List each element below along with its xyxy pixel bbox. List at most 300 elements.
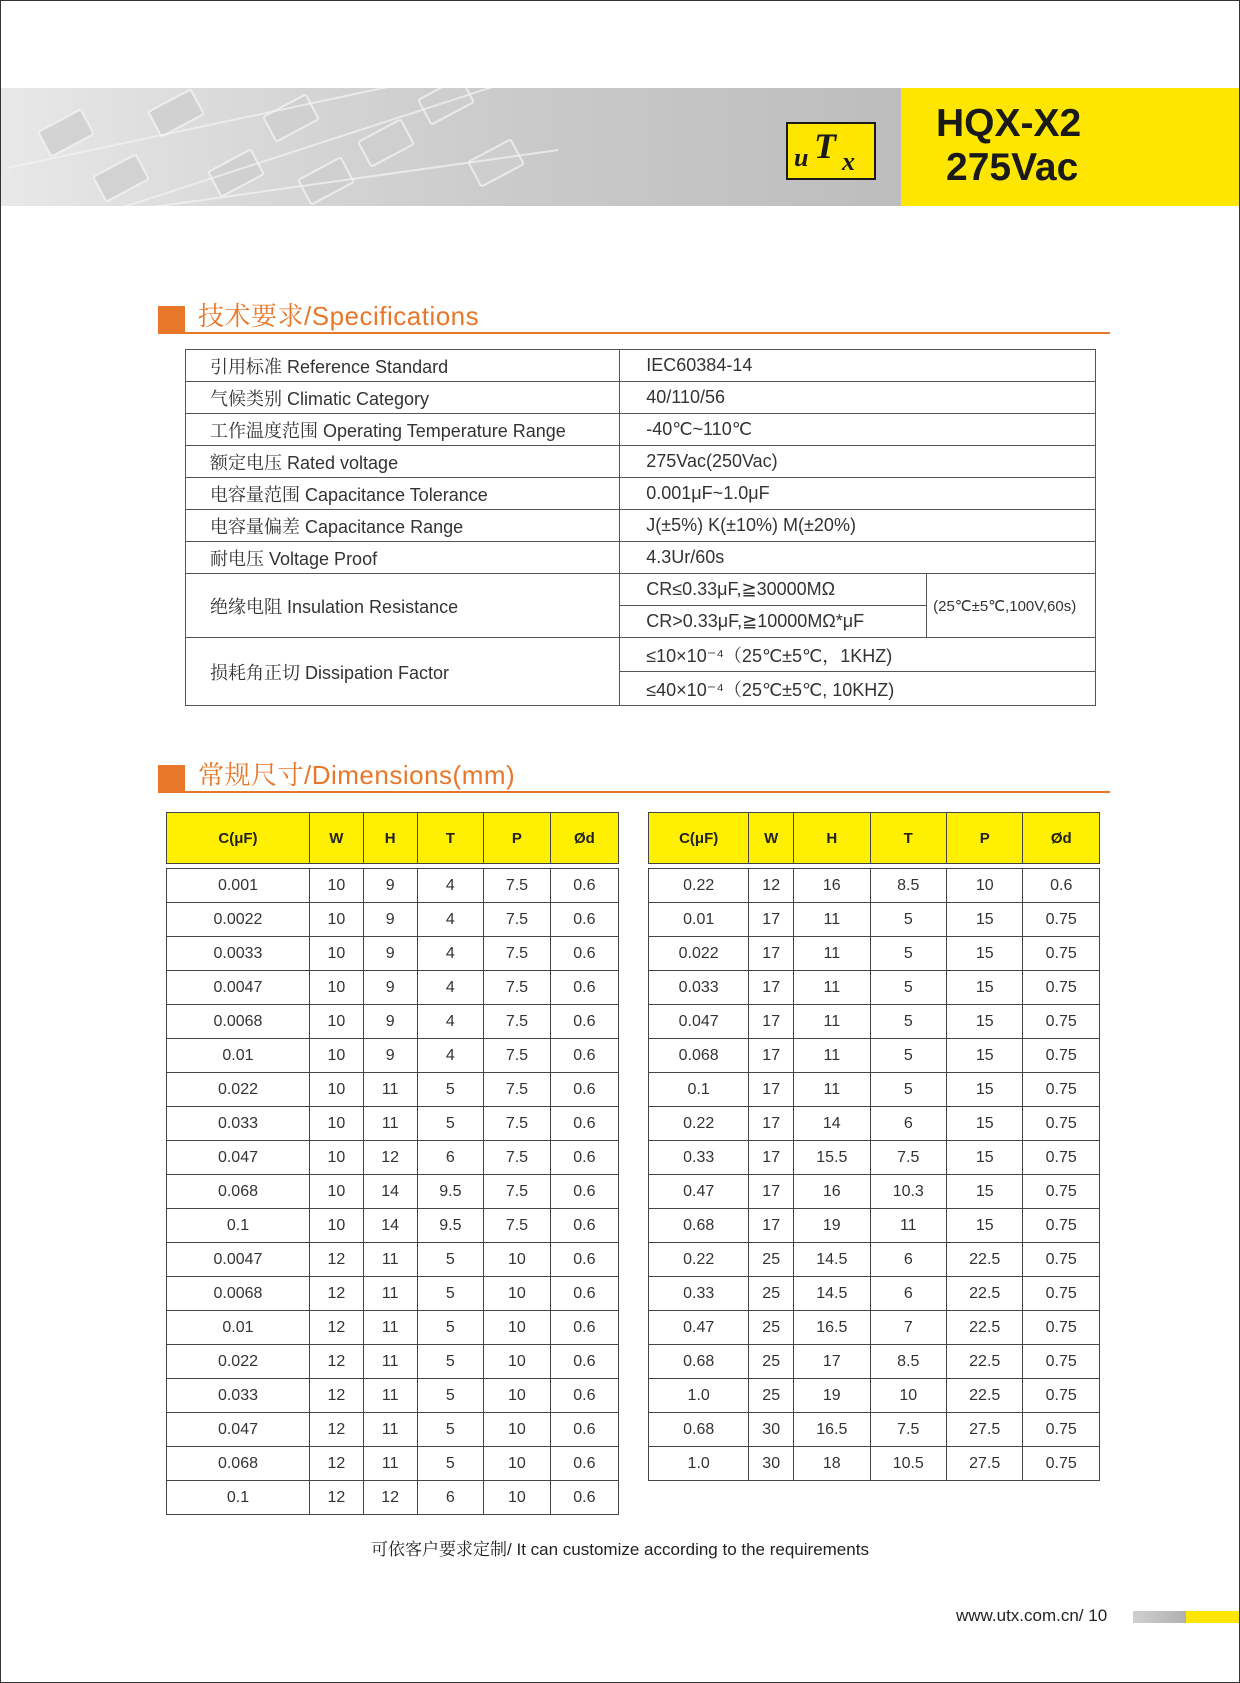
dim-cell: 5 xyxy=(417,1277,484,1311)
dim-cell: 0.75 xyxy=(1023,1107,1100,1141)
dim-cell: 0.6 xyxy=(550,903,618,937)
dim-cell: 9 xyxy=(363,869,417,903)
dim-cell: 22.5 xyxy=(947,1345,1023,1379)
dim-cell: 0.068 xyxy=(649,1039,749,1073)
dimensions-table-left xyxy=(166,812,619,1515)
spec-value: 275Vac(250Vac) xyxy=(620,446,1096,478)
dim-cell: 0.1 xyxy=(649,1073,749,1107)
dim-cell: 0.75 xyxy=(1023,1311,1100,1345)
spec-row xyxy=(186,414,1096,446)
dim-cell: 0.33 xyxy=(649,1277,749,1311)
dim-cell: 14 xyxy=(363,1209,417,1243)
dim-cell: 25 xyxy=(749,1277,794,1311)
dim-cell: 15 xyxy=(947,1209,1023,1243)
dim-cell: 6 xyxy=(870,1107,946,1141)
dim-cell: 10 xyxy=(309,903,363,937)
dim-cell: 0.6 xyxy=(550,1413,618,1447)
insulation-condition: (25℃±5℃,100V,60s) xyxy=(927,574,1096,638)
dim-cell: 17 xyxy=(749,937,794,971)
dim-cell: 5 xyxy=(417,1379,484,1413)
spec-row xyxy=(186,350,1096,382)
utx-logo xyxy=(786,122,876,180)
dissipation-row xyxy=(186,638,1096,672)
dim-cell: 0.6 xyxy=(550,1005,618,1039)
dissipation-value-2: ≤40×10⁻⁴（25℃±5℃, 10KHZ) xyxy=(620,672,1096,706)
dim-cell: 7.5 xyxy=(484,1039,551,1073)
dim-cell: 11 xyxy=(794,937,870,971)
dim-cell: 15 xyxy=(947,1175,1023,1209)
spec-label: 电容量范围 Capacitance Tolerance xyxy=(186,478,620,510)
dim-row xyxy=(649,1005,1100,1039)
dim-cell: 5 xyxy=(417,1243,484,1277)
dim-cell: 0.6 xyxy=(550,1039,618,1073)
dim-cell: 7.5 xyxy=(484,1107,551,1141)
dim-cell: 4 xyxy=(417,1039,484,1073)
dim-cell: 8.5 xyxy=(870,869,946,903)
dim-cell: 27.5 xyxy=(947,1413,1023,1447)
dim-cell: 19 xyxy=(794,1209,870,1243)
dim-row xyxy=(649,971,1100,1005)
dim-cell: 0.022 xyxy=(167,1345,310,1379)
dim-cell: 17 xyxy=(749,1107,794,1141)
dim-cell: 15 xyxy=(947,1141,1023,1175)
dim-cell: 10 xyxy=(484,1311,551,1345)
dim-cell: 0.6 xyxy=(550,1379,618,1413)
dim-cell: 0.22 xyxy=(649,869,749,903)
dim-row xyxy=(167,1175,619,1209)
insulation-row xyxy=(186,574,1096,606)
dim-cell: 10 xyxy=(870,1379,946,1413)
dim-row xyxy=(167,1073,619,1107)
dim-cell: 5 xyxy=(417,1413,484,1447)
dim-cell: 5 xyxy=(417,1345,484,1379)
dim-row xyxy=(649,1379,1100,1413)
dim-cell: 15 xyxy=(947,937,1023,971)
dim-cell: 10 xyxy=(484,1481,551,1515)
dim-cell: 5 xyxy=(417,1447,484,1481)
dim-row xyxy=(649,869,1100,903)
dim-cell: 11 xyxy=(794,1073,870,1107)
dim-cell: 7 xyxy=(870,1311,946,1345)
dim-cell: 10 xyxy=(309,1073,363,1107)
dim-cell: 0.0047 xyxy=(167,971,310,1005)
model-title xyxy=(936,102,1081,190)
dim-cell: 10 xyxy=(484,1243,551,1277)
dim-cell: 0.047 xyxy=(167,1413,310,1447)
page-number: www.utx.com.cn/ 10 xyxy=(956,1606,1108,1625)
spec-row xyxy=(186,382,1096,414)
spec-label: 工作温度范围 Operating Temperature Range xyxy=(186,414,620,446)
dim-row xyxy=(649,1073,1100,1107)
dim-cell: 0.0033 xyxy=(167,937,310,971)
dim-header-cell: C(μF) xyxy=(167,813,310,864)
dim-cell: 22.5 xyxy=(947,1243,1023,1277)
dim-cell: 0.75 xyxy=(1023,971,1100,1005)
dim-cell: 0.75 xyxy=(1023,1073,1100,1107)
dim-header-cell: C(μF) xyxy=(649,813,749,864)
dim-cell: 12 xyxy=(309,1345,363,1379)
spec-value: J(±5%) K(±10%) M(±20%) xyxy=(620,510,1096,542)
dim-cell: 5 xyxy=(417,1073,484,1107)
dim-row xyxy=(167,1379,619,1413)
dim-cell: 16 xyxy=(794,1175,870,1209)
dim-cell: 0.75 xyxy=(1023,937,1100,971)
dim-cell: 0.75 xyxy=(1023,1243,1100,1277)
dim-row xyxy=(167,1243,619,1277)
specifications-table xyxy=(185,349,1096,706)
dim-cell: 7.5 xyxy=(484,1073,551,1107)
dim-cell: 9 xyxy=(363,1005,417,1039)
dim-cell: 0.1 xyxy=(167,1481,310,1515)
dim-cell: 12 xyxy=(749,869,794,903)
dim-cell: 0.6 xyxy=(550,1175,618,1209)
dim-cell: 15 xyxy=(947,1107,1023,1141)
dim-cell: 10 xyxy=(309,1209,363,1243)
dim-cell: 22.5 xyxy=(947,1311,1023,1345)
dim-cell: 4 xyxy=(417,937,484,971)
dim-cell: 16 xyxy=(794,869,870,903)
spec-value: IEC60384-14 xyxy=(620,350,1096,382)
dim-cell: 30 xyxy=(749,1413,794,1447)
specifications-title: 技术要求/Specifications xyxy=(198,301,480,331)
dim-cell: 0.47 xyxy=(649,1175,749,1209)
dim-cell: 0.0068 xyxy=(167,1005,310,1039)
dim-header-cell: P xyxy=(947,813,1023,864)
dim-row xyxy=(167,1107,619,1141)
dim-cell: 0.6 xyxy=(550,1073,618,1107)
dim-row xyxy=(649,1175,1100,1209)
dim-row xyxy=(167,1141,619,1175)
dim-header-row xyxy=(649,813,1100,864)
dim-cell: 5 xyxy=(417,1311,484,1345)
dim-row xyxy=(167,1481,619,1515)
dim-cell: 0.0022 xyxy=(167,903,310,937)
dim-cell: 0.0047 xyxy=(167,1243,310,1277)
dim-cell: 17 xyxy=(749,1005,794,1039)
dim-cell: 7.5 xyxy=(484,1209,551,1243)
dim-cell: 0.75 xyxy=(1023,1447,1100,1481)
spec-label: 气候类别 Climatic Category xyxy=(186,382,620,414)
dim-row xyxy=(649,1311,1100,1345)
dim-cell: 0.6 xyxy=(550,1447,618,1481)
dim-cell: 6 xyxy=(870,1277,946,1311)
spec-label: 耐电压 Voltage Proof xyxy=(186,542,620,574)
dim-row xyxy=(167,1039,619,1073)
dim-cell: 9 xyxy=(363,1039,417,1073)
dim-cell: 10 xyxy=(309,1107,363,1141)
dim-cell: 11 xyxy=(363,1447,417,1481)
dim-cell: 18 xyxy=(794,1447,870,1481)
spec-value: 40/110/56 xyxy=(620,382,1096,414)
dim-cell: 10 xyxy=(309,1175,363,1209)
page-bar xyxy=(1133,1611,1239,1623)
dim-cell: 0.6 xyxy=(550,1243,618,1277)
dimensions-table-right xyxy=(648,812,1100,1481)
dim-cell: 17 xyxy=(749,1141,794,1175)
dim-cell: 0.047 xyxy=(649,1005,749,1039)
dim-cell: 10 xyxy=(309,1005,363,1039)
dim-cell: 11 xyxy=(794,903,870,937)
dim-cell: 17 xyxy=(749,903,794,937)
dim-cell: 0.033 xyxy=(167,1107,310,1141)
dim-cell: 6 xyxy=(417,1481,484,1515)
dim-cell: 12 xyxy=(309,1379,363,1413)
dim-cell: 7.5 xyxy=(484,1005,551,1039)
dimensions-heading xyxy=(158,755,1110,793)
dim-cell: 12 xyxy=(309,1277,363,1311)
dim-cell: 7.5 xyxy=(870,1141,946,1175)
dim-cell: 0.01 xyxy=(167,1039,310,1073)
dim-cell: 9 xyxy=(363,971,417,1005)
dim-cell: 0.6 xyxy=(550,1311,618,1345)
dim-cell: 10 xyxy=(484,1379,551,1413)
dim-cell: 0.75 xyxy=(1023,1413,1100,1447)
dim-cell: 5 xyxy=(870,1005,946,1039)
dim-cell: 15 xyxy=(947,1005,1023,1039)
dim-cell: 0.47 xyxy=(649,1311,749,1345)
dimensions-title: 常规尺寸/Dimensions(mm) xyxy=(198,760,516,790)
dim-cell: 10 xyxy=(309,937,363,971)
dim-cell: 0.033 xyxy=(649,971,749,1005)
dim-cell: 0.1 xyxy=(167,1209,310,1243)
dim-cell: 15.5 xyxy=(794,1141,870,1175)
header-banner xyxy=(1,88,1239,206)
dim-cell: 0.068 xyxy=(167,1447,310,1481)
dim-row xyxy=(167,937,619,971)
dim-row xyxy=(167,1413,619,1447)
dim-cell: 9 xyxy=(363,903,417,937)
dim-cell: 11 xyxy=(363,1243,417,1277)
dim-cell: 0.68 xyxy=(649,1413,749,1447)
dim-row xyxy=(167,971,619,1005)
dim-cell: 12 xyxy=(309,1481,363,1515)
dim-cell: 5 xyxy=(870,971,946,1005)
dissipation-value-1: ≤10×10⁻⁴（25℃±5℃，1KHZ) xyxy=(620,638,1096,672)
dim-cell: 12 xyxy=(309,1243,363,1277)
dim-cell: 30 xyxy=(749,1447,794,1481)
dim-row xyxy=(649,1039,1100,1073)
dim-cell: 11 xyxy=(363,1277,417,1311)
heading-square-icon xyxy=(158,765,185,792)
dim-cell: 0.75 xyxy=(1023,1277,1100,1311)
dim-cell: 10.5 xyxy=(870,1447,946,1481)
dim-cell: 7.5 xyxy=(484,1141,551,1175)
dim-cell: 0.6 xyxy=(550,1481,618,1515)
spec-label: 电容量偏差 Capacitance Range xyxy=(186,510,620,542)
dim-cell: 10 xyxy=(947,869,1023,903)
dim-cell: 6 xyxy=(870,1243,946,1277)
dim-cell: 0.6 xyxy=(1023,869,1100,903)
dim-cell: 15 xyxy=(947,971,1023,1005)
dim-cell: 0.6 xyxy=(550,937,618,971)
dim-cell: 12 xyxy=(309,1413,363,1447)
dim-cell: 0.75 xyxy=(1023,1345,1100,1379)
dim-cell: 7.5 xyxy=(484,869,551,903)
dim-row xyxy=(649,1345,1100,1379)
dim-cell: 1.0 xyxy=(649,1447,749,1481)
dim-cell: 0.6 xyxy=(550,1107,618,1141)
dim-cell: 0.75 xyxy=(1023,1141,1100,1175)
dim-cell: 11 xyxy=(870,1209,946,1243)
dim-cell: 9.5 xyxy=(417,1209,484,1243)
dim-cell: 27.5 xyxy=(947,1447,1023,1481)
dim-cell: 11 xyxy=(363,1073,417,1107)
dim-cell: 15 xyxy=(947,1039,1023,1073)
dim-row xyxy=(167,1311,619,1345)
dim-cell: 0.033 xyxy=(167,1379,310,1413)
insulation-label: 绝缘电阻 Insulation Resistance xyxy=(186,574,620,638)
dim-cell: 0.001 xyxy=(167,869,310,903)
dim-row xyxy=(649,1413,1100,1447)
dim-header-cell: Ød xyxy=(1023,813,1100,864)
dim-cell: 11 xyxy=(363,1311,417,1345)
dim-cell: 0.6 xyxy=(550,1345,618,1379)
customization-note: 可依客户要求定制/ It can customize according to the requirements xyxy=(371,1540,869,1559)
dim-header-row xyxy=(167,813,619,864)
dim-row xyxy=(167,903,619,937)
dim-cell: 0.68 xyxy=(649,1209,749,1243)
dim-cell: 10 xyxy=(309,869,363,903)
dim-header-cell: H xyxy=(363,813,417,864)
dim-row xyxy=(167,869,619,903)
dim-row xyxy=(167,1209,619,1243)
dim-cell: 0.6 xyxy=(550,1277,618,1311)
dim-cell: 0.0068 xyxy=(167,1277,310,1311)
insulation-value-2: CR>0.33μF,≧10000MΩ*μF xyxy=(620,606,927,638)
dim-cell: 17 xyxy=(749,1073,794,1107)
dim-row xyxy=(649,1209,1100,1243)
dim-cell: 7.5 xyxy=(484,971,551,1005)
dissipation-label: 损耗角正切 Dissipation Factor xyxy=(186,638,620,706)
dim-cell: 17 xyxy=(749,1039,794,1073)
dim-cell: 19 xyxy=(794,1379,870,1413)
dim-cell: 11 xyxy=(363,1107,417,1141)
dim-row xyxy=(649,903,1100,937)
dim-cell: 0.022 xyxy=(167,1073,310,1107)
dim-row xyxy=(649,1141,1100,1175)
dim-cell: 7.5 xyxy=(870,1413,946,1447)
dim-cell: 10.3 xyxy=(870,1175,946,1209)
dim-cell: 10 xyxy=(484,1447,551,1481)
dim-cell: 7.5 xyxy=(484,937,551,971)
dim-cell: 0.047 xyxy=(167,1141,310,1175)
dim-cell: 15 xyxy=(947,903,1023,937)
dim-cell: 0.75 xyxy=(1023,1005,1100,1039)
dim-cell: 12 xyxy=(309,1311,363,1345)
dim-cell: 5 xyxy=(870,937,946,971)
model-voltage: 275Vac xyxy=(946,146,1079,189)
dim-cell: 6 xyxy=(417,1141,484,1175)
dim-cell: 17 xyxy=(749,971,794,1005)
spec-value: -40℃~110℃ xyxy=(620,414,1096,446)
dim-row xyxy=(649,937,1100,971)
dim-cell: 7.5 xyxy=(484,1175,551,1209)
dim-cell: 0.75 xyxy=(1023,1209,1100,1243)
dim-cell: 0.68 xyxy=(649,1345,749,1379)
dim-cell: 14.5 xyxy=(794,1243,870,1277)
dim-cell: 5 xyxy=(870,1039,946,1073)
dim-cell: 16.5 xyxy=(794,1413,870,1447)
dim-cell: 4 xyxy=(417,971,484,1005)
dim-cell: 9.5 xyxy=(417,1175,484,1209)
dim-cell: 7.5 xyxy=(484,903,551,937)
spec-row xyxy=(186,510,1096,542)
dim-cell: 0.068 xyxy=(167,1175,310,1209)
dim-cell: 0.75 xyxy=(1023,1379,1100,1413)
spec-label: 额定电压 Rated voltage xyxy=(186,446,620,478)
dim-cell: 0.6 xyxy=(550,971,618,1005)
dim-row xyxy=(649,1107,1100,1141)
dim-cell: 4 xyxy=(417,903,484,937)
svg-text:T: T xyxy=(814,126,836,166)
model-name: HQX-X2 xyxy=(936,102,1082,145)
dim-cell: 0.75 xyxy=(1023,903,1100,937)
dim-cell: 5 xyxy=(870,1073,946,1107)
dim-cell: 10 xyxy=(309,971,363,1005)
dim-cell: 17 xyxy=(794,1345,870,1379)
dim-header-cell: W xyxy=(309,813,363,864)
insulation-value-1: CR≤0.33μF,≧30000MΩ xyxy=(620,574,927,606)
dim-row xyxy=(649,1277,1100,1311)
dim-cell: 5 xyxy=(870,903,946,937)
dim-cell: 12 xyxy=(363,1481,417,1515)
dim-cell: 0.22 xyxy=(649,1107,749,1141)
dim-cell: 11 xyxy=(794,1039,870,1073)
dim-cell: 4 xyxy=(417,1005,484,1039)
dim-cell: 8.5 xyxy=(870,1345,946,1379)
dim-cell: 11 xyxy=(363,1345,417,1379)
dim-cell: 0.6 xyxy=(550,869,618,903)
spec-row xyxy=(186,478,1096,510)
dim-cell: 10 xyxy=(309,1141,363,1175)
dim-row xyxy=(649,1243,1100,1277)
dim-row xyxy=(167,1277,619,1311)
svg-text:x: x xyxy=(842,147,855,176)
dim-cell: 9 xyxy=(363,937,417,971)
dim-cell: 17 xyxy=(749,1209,794,1243)
dim-cell: 25 xyxy=(749,1345,794,1379)
dim-row xyxy=(167,1345,619,1379)
dim-header-cell: Ød xyxy=(550,813,618,864)
circuit-board-background xyxy=(1,88,901,206)
spec-row xyxy=(186,446,1096,478)
dim-cell: 25 xyxy=(749,1379,794,1413)
spec-value: 0.001μF~1.0μF xyxy=(620,478,1096,510)
dim-header-cell: W xyxy=(749,813,794,864)
dim-cell: 12 xyxy=(363,1141,417,1175)
dim-cell: 1.0 xyxy=(649,1379,749,1413)
dim-cell: 0.22 xyxy=(649,1243,749,1277)
dim-cell: 0.33 xyxy=(649,1141,749,1175)
dim-cell: 17 xyxy=(749,1175,794,1209)
dim-cell: 14 xyxy=(794,1107,870,1141)
dim-cell: 0.75 xyxy=(1023,1039,1100,1073)
dim-cell: 0.6 xyxy=(550,1209,618,1243)
heading-square-icon xyxy=(158,306,185,333)
dim-cell: 11 xyxy=(363,1413,417,1447)
dim-cell: 14.5 xyxy=(794,1277,870,1311)
dim-cell: 5 xyxy=(417,1107,484,1141)
dim-cell: 4 xyxy=(417,869,484,903)
dim-header-cell: P xyxy=(484,813,551,864)
specifications-heading xyxy=(158,296,1110,334)
dim-cell: 10 xyxy=(309,1039,363,1073)
dim-cell: 25 xyxy=(749,1243,794,1277)
dim-cell: 0.01 xyxy=(167,1311,310,1345)
dim-cell: 0.01 xyxy=(649,903,749,937)
dim-cell: 12 xyxy=(309,1447,363,1481)
dim-cell: 14 xyxy=(363,1175,417,1209)
